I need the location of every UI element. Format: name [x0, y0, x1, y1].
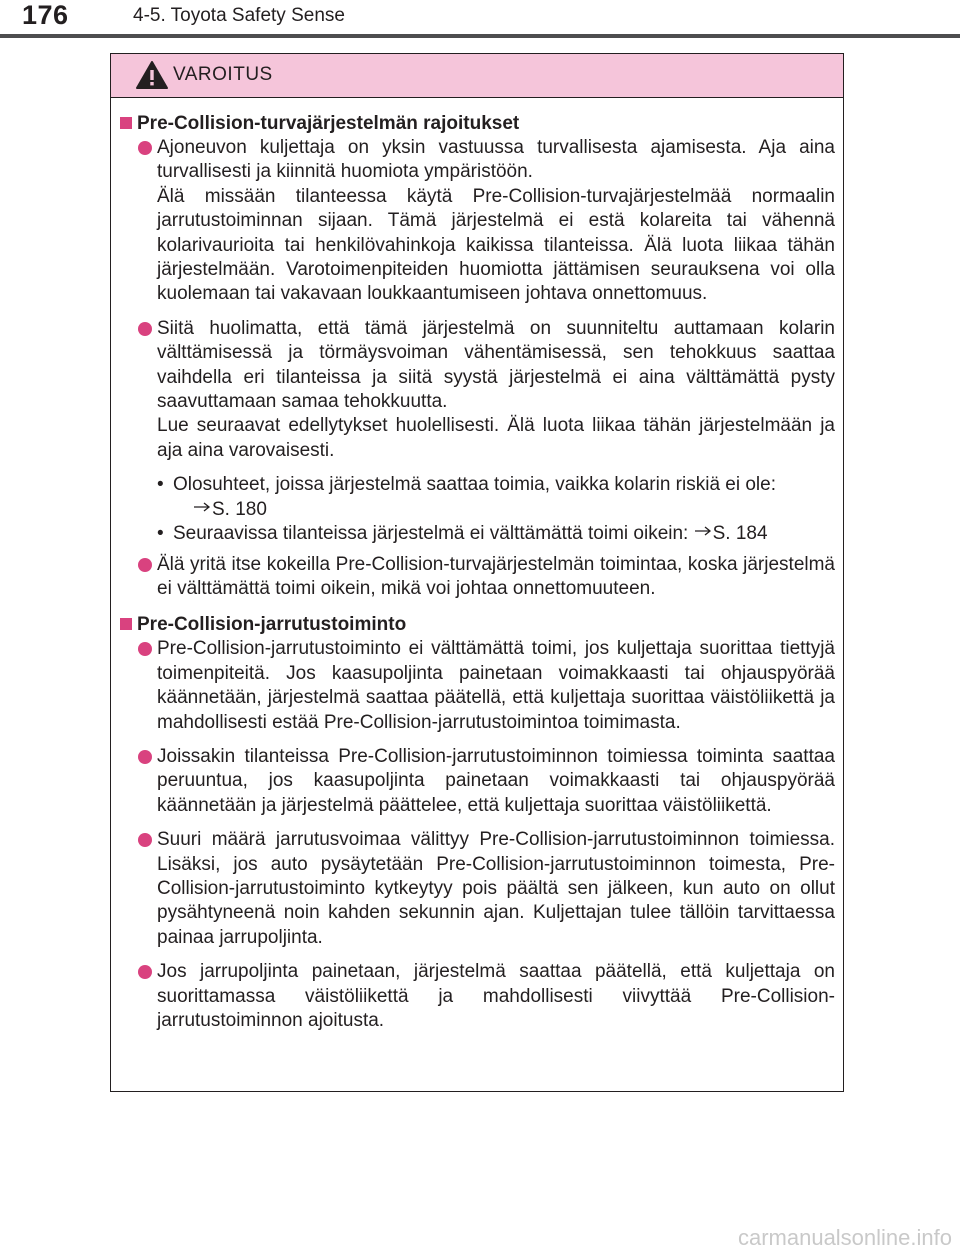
- paragraph: Pre-Collision-jarrutustoiminto ei välttämättä toimi, jos kuljettaja suorittaa tiettyjä toimenpiteitä. Jos kaasupoljinta painetaan voimakkaasti tai ohjauspyörää käännetään, järjestelmä saattaa päätellä, että kuljettaja suorittaa väistöliikettä ja mahdollisesti estää Pre-Collision-jarrutustoimintoa toimimasta.: [157, 638, 835, 733]
- round-bullet-icon: [138, 642, 152, 656]
- paragraph: Lue seuraavat edellytykset huolellisesti. Älä luota liikaa tähän järjestelmään ja aja aina varovaisesti.: [157, 415, 835, 461]
- round-bullet-icon: [138, 965, 152, 979]
- warning-triangle-icon: [135, 60, 169, 90]
- warning-body: [111, 112, 843, 1033]
- section-heading-text: Pre-Collision-jarrutustoiminto: [137, 614, 407, 636]
- section-heading-braking: [111, 613, 843, 637]
- square-bullet-icon: [120, 618, 132, 630]
- list-item: [157, 553, 835, 602]
- round-bullet-icon: [138, 141, 152, 155]
- header-rule: [0, 34, 960, 38]
- list-item: [157, 136, 835, 307]
- sub-item-text: Olosuhteet, joissa järjestelmä saattaa toimia, vaikka kolarin riskiä ei ole:: [173, 474, 776, 496]
- warning-header: [111, 54, 843, 98]
- sub-item-text: Seuraavissa tilanteissa järjestelmä ei välttämättä toimi oikein:: [173, 523, 689, 545]
- paragraph: Ajoneuvon kuljettaja on yksin vastuussa turvallisesta ajamisesta. Aja aina turvallisesti ja kiinnitä huomiota ympäristöön.: [157, 137, 835, 183]
- section-title: 4-5. Toyota Safety Sense: [133, 5, 345, 26]
- list-item: [157, 317, 835, 463]
- paragraph: Suuri määrä jarrutusvoimaa välittyy Pre-Collision-jarrutustoiminnon toimiessa. Lisäksi, jos auto pysäytetään Pre-Collision-jarrutustoiminnon toimesta, Pre-Collision-jarrutustoiminto kytkeytyy pois päältä sen jälkeen, kun auto on ollut pysähtyneenä noin kahden sekunnin ajan. Kuljettajan tulee tällöin tarvittaessa painaa jarrupoljinta.: [157, 829, 835, 948]
- page-reference-link[interactable]: S. 184: [712, 523, 768, 545]
- page-reference-link[interactable]: S. 180: [212, 498, 267, 520]
- paragraph: Joissakin tilanteissa Pre-Collision-jarrutustoiminnon toimiessa toiminta saattaa peruuntua, jos kaasupoljinta painetaan voimakkaasti tai ohjauspyörää käännetään ja järjestelmä päättelee, että kuljettaja suorittaa väistöliikettä.: [157, 745, 835, 816]
- paragraph: Siitä huolimatta, että tämä järjestelmä on suunniteltu auttamaan kolarin välttämisessä ja törmäysvoiman vähentämisessä, sen tehokkuus saattaa vaihdella eri tilanteissa ja siitä syystä järjestelmä ei aina välttämättä pysty saavuttamaan samaa tehokkuutta.: [157, 317, 835, 413]
- warning-label: VAROITUS: [173, 64, 273, 85]
- sub-bullet: •: [157, 523, 164, 545]
- sub-list-item: [157, 473, 835, 522]
- paragraph: Älä missään tilanteessa käytä Pre-Collision-turvajärjestelmää normaalin jarrutustoiminnan sijaan. Tämä järjestelmä ei estä kolareita tai vähennä kolarivaurioita tai henkilövahinkoja kaikissa tilanteissa. Älä luota liikaa tähän järjestelmään. Varotoimenpiteiden huomiotta jättämisen seurauksena voi olla kuolemaan tai vakavaan loukkaantumiseen johtava onnettomuus.: [157, 185, 835, 305]
- round-bullet-icon: [138, 322, 152, 336]
- list-item: [157, 828, 835, 950]
- section-heading-text: Pre-Collision-turvajärjestelmän rajoitukset: [137, 113, 520, 134]
- arrow-right-icon: [193, 501, 211, 513]
- paragraph: Jos jarrupoljinta painetaan, järjestelmä saattaa päätellä, että kuljettaja on suorittamassa väistöliikettä ja mahdollisesti viivyttää Pre-Collision-jarrutustoiminnon ajoitusta.: [157, 961, 835, 1031]
- warning-box: [110, 53, 844, 1092]
- list-item: [157, 960, 835, 1033]
- sub-list-item: [157, 522, 835, 546]
- watermark: carmanualsonline.info: [737, 1225, 952, 1250]
- page-number: 176: [22, 0, 69, 30]
- list-item: [157, 637, 835, 735]
- arrow-right-icon: [694, 525, 712, 537]
- list-item: [157, 745, 835, 818]
- paragraph: Älä yritä itse kokeilla Pre-Collision-turvajärjestelmän toimintaa, koska järjestelmä ei välttämättä toimi oikein, mikä voi johtaa onnettomuuteen.: [157, 553, 835, 599]
- round-bullet-icon: [138, 750, 152, 764]
- round-bullet-icon: [138, 558, 152, 572]
- square-bullet-icon: [120, 117, 132, 129]
- round-bullet-icon: [138, 833, 152, 847]
- section-heading-restrictions: [111, 112, 843, 136]
- sub-bullet: •: [157, 474, 164, 496]
